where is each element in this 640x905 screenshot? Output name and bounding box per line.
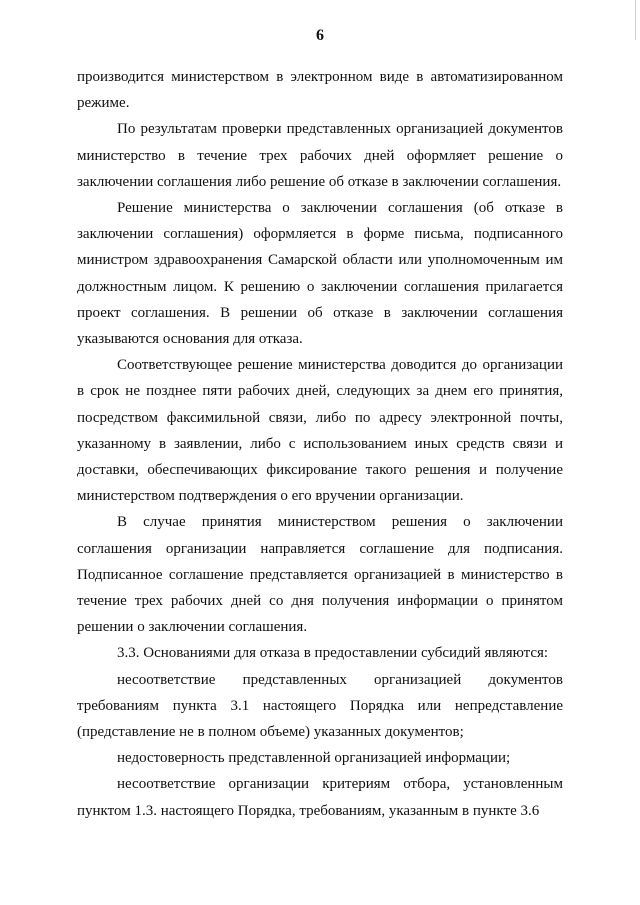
document-body: [77, 64, 563, 824]
paragraph-refusal-ground-unreliable-info: недостоверность представленной организацией информации;: [117, 750, 511, 767]
paragraph-agreement-signing: В случае принятия министерством решения о заключении соглашения организации направляется соглашение для подписания. Подписанное соглашение представляется организацией в министерство в течение трех рабочих дней со дня получения информации о принятом решении о заключении соглашения.: [77, 514, 563, 636]
paragraph-decision-delivery: Соответствующее решение министерства доводится до организации в срок не позднее пяти рабочих дней, следующих за днем его принятия, посредством факсимильной связи, либо по адресу электронной почты, указанному в заявлении, либо с использованием иных средств связи и доставки, обеспечивающих фиксирование такого решения и получение министерством подтверждения о его вручении организации.: [77, 357, 563, 505]
page-number: 6: [316, 27, 324, 44]
paragraph-continuation: производится министерством в электронном виде в автоматизированном режиме.: [77, 69, 563, 112]
paragraph-decision-form: Решение министерства о заключении соглашения (об отказе в заключении соглашения) оформляется в форме письма, подписанного министром здравоохранения Самарской области или уполномоченным им должностным лицом. К решению о заключении соглашения прилагается проект соглашения. В решении об отказе в заключении соглашения указываются основания для отказа.: [77, 200, 563, 348]
paragraph-review-results: По результатам проверки представленных организацией документов министерство в течение трех рабочих дней оформляет решение о заключении соглашения либо решение об отказе в заключении соглашения.: [77, 121, 563, 190]
paragraph-refusal-ground-criteria: несоответствие организации критериям отбора, установленным пунктом 1.3. настоящего Порядка, требованиям, указанным в пункте 3.6: [77, 776, 563, 819]
paragraph-refusal-ground-documents: несоответствие представленных организацией документов требованиям пункта 3.1 настоящего Порядка или непредставление (представление не в полном объеме) указанных документов;: [77, 671, 563, 741]
paragraph-refusal-grounds-heading: 3.3. Основаниями для отказа в предоставлении субсидий являются:: [117, 645, 549, 662]
